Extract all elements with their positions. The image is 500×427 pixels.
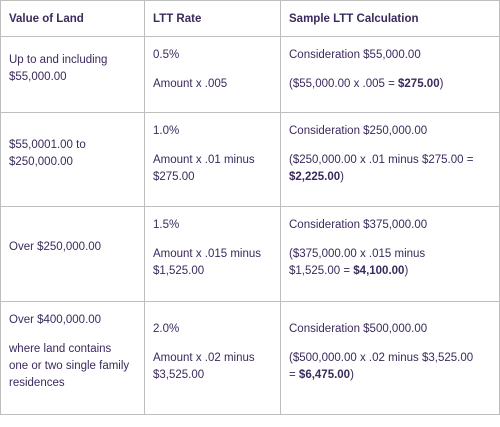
rate-percent: 2.0% [153, 323, 180, 335]
calc-formula: = [289, 369, 299, 381]
table-row [1, 113, 500, 207]
table-row [1, 37, 500, 113]
table-row [1, 302, 500, 415]
rate-percent: 1.5% [153, 219, 180, 231]
calc-close: ) [340, 171, 345, 183]
rate-formula: Amount x .02 minus [153, 352, 255, 364]
land-value-cell [1, 207, 145, 302]
land-note-text: residences [9, 377, 65, 389]
calc-close: ) [350, 369, 354, 381]
sample-calc-cell [281, 113, 500, 207]
land-value-text: $55,000.00 [9, 71, 67, 83]
ltt-rate-cell [145, 37, 281, 113]
rate-formula: Amount x .01 minus [153, 154, 255, 166]
consideration-text: Consideration $250,000.00 [289, 125, 428, 137]
calc-result: $4,100.00 [353, 265, 405, 277]
sample-calc-cell [281, 302, 500, 415]
calc-close: ) [404, 265, 409, 277]
sample-calc-cell [281, 37, 500, 113]
calc-result: $275.00 [398, 78, 440, 90]
calc-result: $2,225.00 [289, 171, 341, 183]
header-sample-calculation: Sample LTT Calculation [281, 1, 500, 37]
calc-formula: $1,525.00 = [289, 265, 354, 277]
consideration-text: Consideration $55,000.00 [289, 49, 421, 61]
rate-formula: $1,525.00 [153, 265, 205, 277]
land-value-text: Over $250,000.00 [9, 241, 102, 253]
calc-formula: ($250,000.00 x .01 minus $275.00 = [289, 154, 474, 166]
rate-formula: $275.00 [153, 171, 195, 183]
rate-formula: Amount x .005 [153, 78, 228, 90]
land-value-text: $250,000.00 [9, 156, 73, 168]
rate-formula: Amount x .015 minus [153, 248, 262, 260]
land-note-text: where land contains [9, 343, 112, 355]
land-value-text: Over $400,000.00 [9, 314, 102, 326]
land-value-cell [1, 302, 145, 415]
sample-calc-cell [281, 207, 500, 302]
calc-text [289, 263, 491, 280]
calc-text [289, 76, 491, 93]
rate-percent: 1.0% [153, 125, 180, 137]
land-value-text: $55,0001.00 to [9, 139, 86, 151]
ltt-rate-cell [145, 302, 281, 415]
header-value-of-land: Value of Land [1, 1, 145, 37]
header-ltt-rate: LTT Rate [145, 1, 281, 37]
table-header-row [1, 1, 500, 37]
rate-percent: 0.5% [153, 49, 180, 61]
ltt-rate-cell [145, 207, 281, 302]
ltt-rate-cell [145, 113, 281, 207]
rate-formula: $3,525.00 [153, 369, 205, 381]
land-note-text: one or two single family [9, 360, 130, 372]
calc-result: $6,475.00 [298, 369, 351, 381]
land-value-text: Up to and including [9, 54, 108, 66]
calc-text [289, 169, 491, 186]
calc-formula: ($55,000.00 x .005 = [289, 78, 399, 90]
calc-formula: ($375,000.00 x .015 minus [289, 248, 426, 260]
consideration-text: Consideration $500,000.00 [289, 323, 428, 335]
calc-close: ) [439, 78, 444, 90]
calc-text [289, 367, 491, 384]
table-row [1, 207, 500, 302]
land-value-cell [1, 37, 145, 113]
calc-formula: ($500,000.00 x .02 minus $3,525.00 [289, 352, 474, 364]
land-value-cell [1, 113, 145, 207]
consideration-text: Consideration $375,000.00 [289, 219, 428, 231]
